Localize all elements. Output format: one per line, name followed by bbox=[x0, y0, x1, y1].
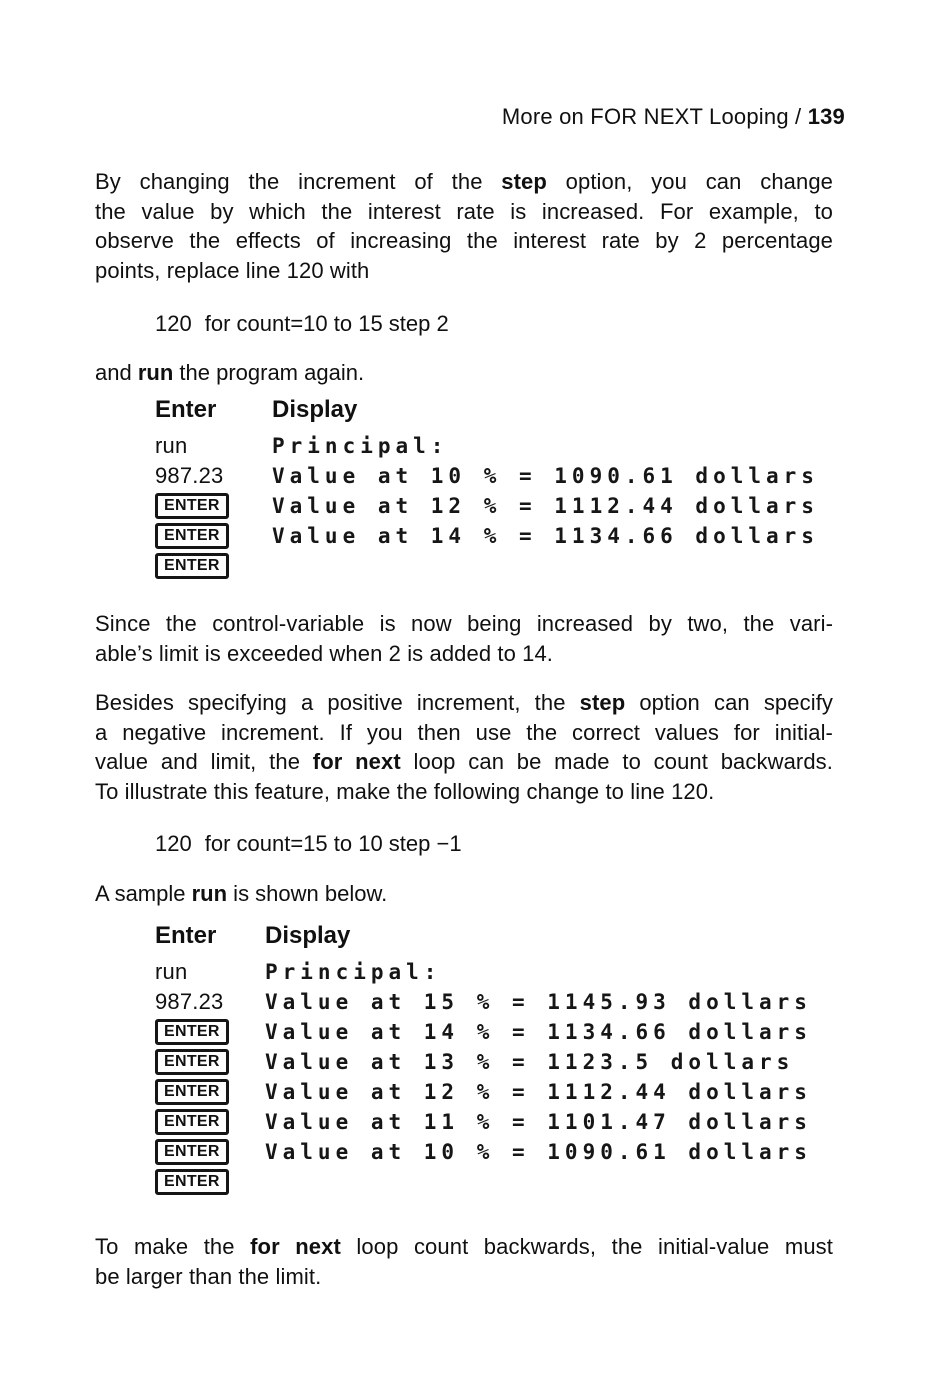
paragraph-line bbox=[95, 1232, 833, 1262]
enter-input-text: run bbox=[155, 433, 188, 458]
code-text: for count=10 to 15 step 2 bbox=[204, 311, 449, 336]
code-text: for count=15 to 10 step −1 bbox=[204, 831, 462, 856]
enter-cell bbox=[155, 493, 272, 519]
table-row bbox=[95, 1047, 833, 1077]
text: a negative increment. If you then use the correct values for initial- bbox=[95, 719, 833, 745]
text: observe the effects of increasing the interest rate by 2 percentage bbox=[95, 228, 833, 253]
enter-key: ENTER bbox=[155, 493, 229, 519]
enter-cell bbox=[155, 1019, 265, 1045]
enter-key: ENTER bbox=[155, 1019, 229, 1045]
paragraph-line bbox=[95, 167, 833, 197]
enter-input-text: 987.23 bbox=[155, 989, 224, 1014]
text: points, replace line 120 with bbox=[95, 257, 370, 283]
enter-input-text: 987.23 bbox=[155, 463, 224, 488]
enter-key: ENTER bbox=[155, 1139, 229, 1165]
table-row bbox=[95, 1017, 833, 1047]
table-row bbox=[95, 491, 833, 521]
run-output-table-2 bbox=[95, 957, 833, 1197]
paragraph-count-backwards bbox=[95, 1232, 833, 1291]
enter-cell bbox=[155, 1049, 265, 1075]
paragraph-line bbox=[95, 256, 833, 286]
paragraph-line bbox=[95, 1262, 833, 1292]
enter-input-text: run bbox=[155, 959, 188, 984]
table-row bbox=[95, 521, 833, 551]
text: option, you can change bbox=[546, 169, 833, 194]
text: More on FOR NEXT Looping / bbox=[501, 104, 808, 129]
display-output: Value at 12 % = 1112.44 dollars bbox=[265, 1080, 812, 1104]
run-output-table-1 bbox=[95, 431, 833, 581]
run-again-note bbox=[95, 358, 833, 388]
text: Since the control-variable is now being increased by two, the vari- bbox=[95, 611, 833, 636]
paragraph-limit-exceeded bbox=[95, 609, 833, 668]
text: and bbox=[95, 360, 138, 385]
display-output: Value at 15 % = 1145.93 dollars bbox=[265, 990, 812, 1014]
table-row bbox=[95, 431, 833, 461]
display-output: Value at 14 % = 1134.66 dollars bbox=[265, 1020, 812, 1044]
enter-cell bbox=[155, 1169, 265, 1195]
paragraph-negative-increment bbox=[95, 688, 833, 806]
book-page bbox=[95, 0, 845, 1291]
display-output: Value at 12 % = 1112.44 dollars bbox=[272, 494, 819, 518]
paragraph-line bbox=[95, 777, 833, 807]
code-line-number: 120 bbox=[155, 311, 192, 336]
table-row bbox=[95, 1137, 833, 1167]
text: be larger than the limit. bbox=[95, 1263, 322, 1289]
paragraph-line bbox=[95, 197, 833, 227]
text: By changing the increment of the bbox=[95, 169, 502, 194]
text: loop can be made to count backwards. bbox=[400, 749, 833, 774]
text: To illustrate this feature, make the following change to line 120. bbox=[95, 778, 715, 804]
enter-cell bbox=[155, 463, 272, 489]
running-header bbox=[95, 102, 845, 132]
enter-key: ENTER bbox=[155, 1049, 229, 1075]
code-line-120-step-minus1 bbox=[95, 829, 833, 859]
enter-cell bbox=[155, 433, 272, 459]
enter-column-header: Enter bbox=[155, 396, 217, 423]
enter-key: ENTER bbox=[155, 1169, 229, 1195]
code-line-number: 120 bbox=[155, 831, 192, 856]
display-output: Value at 10 % = 1090.61 dollars bbox=[265, 1140, 812, 1164]
enter-key: ENTER bbox=[155, 553, 229, 579]
bold-text: step bbox=[579, 690, 626, 715]
text: To make the bbox=[95, 1234, 251, 1259]
enter-cell bbox=[155, 553, 272, 579]
text: option can specify bbox=[625, 690, 833, 715]
display-output: Value at 13 % = 1123.5 dollars bbox=[265, 1050, 795, 1074]
enter-cell bbox=[155, 959, 265, 985]
table-row bbox=[95, 1107, 833, 1137]
table-row bbox=[95, 551, 833, 581]
display-output: Value at 11 % = 1101.47 dollars bbox=[265, 1110, 812, 1134]
paragraph-line bbox=[95, 226, 833, 256]
text: value and limit, the bbox=[95, 749, 313, 774]
text: is shown below. bbox=[227, 881, 388, 906]
enter-cell bbox=[155, 1109, 265, 1135]
enter-key: ENTER bbox=[155, 1109, 229, 1135]
bold-text: step bbox=[501, 169, 547, 194]
bold-text: run bbox=[137, 360, 174, 385]
bold-text: for next bbox=[250, 1234, 341, 1259]
text: loop count backwards, the initial-value must bbox=[340, 1234, 833, 1259]
text: A sample bbox=[95, 881, 192, 906]
text: the value by which the interest rate is increased. For example, to bbox=[95, 198, 833, 224]
enter-cell bbox=[155, 989, 265, 1015]
table-row bbox=[95, 461, 833, 491]
enter-cell bbox=[155, 1139, 265, 1165]
display-output: Value at 14 % = 1134.66 dollars bbox=[272, 524, 819, 548]
enter-column-header: Enter bbox=[155, 922, 217, 949]
enter-cell bbox=[155, 1079, 265, 1105]
paragraph-line bbox=[95, 688, 833, 718]
table-row bbox=[95, 1077, 833, 1107]
display-column-header: Display bbox=[265, 922, 351, 949]
enter-cell bbox=[155, 523, 272, 549]
display-output: Principal: bbox=[272, 434, 449, 458]
table-2-header bbox=[95, 921, 833, 951]
display-output: Principal: bbox=[265, 960, 442, 984]
text: able’s limit is exceeded when 2 is added to 14. bbox=[95, 640, 554, 666]
paragraph-line bbox=[95, 609, 833, 639]
bold-text: for next bbox=[312, 749, 401, 774]
bold-text: run bbox=[191, 881, 228, 906]
paragraph-step-increment bbox=[95, 167, 833, 285]
code-line-120-step2 bbox=[95, 309, 833, 339]
text: the program again. bbox=[173, 360, 365, 385]
display-output: Value at 10 % = 1090.61 dollars bbox=[272, 464, 819, 488]
paragraph-line bbox=[95, 747, 833, 777]
table-row bbox=[95, 957, 833, 987]
enter-key: ENTER bbox=[155, 523, 229, 549]
table-1-header bbox=[95, 395, 833, 425]
paragraph-line bbox=[95, 639, 833, 669]
text: Besides specifying a positive increment, the bbox=[95, 690, 580, 715]
table-row bbox=[95, 987, 833, 1017]
paragraph-line bbox=[95, 718, 833, 748]
bold-text: 139 bbox=[807, 104, 845, 129]
table-row bbox=[95, 1167, 833, 1197]
sample-run-note bbox=[95, 879, 833, 909]
display-column-header: Display bbox=[272, 396, 358, 423]
enter-key: ENTER bbox=[155, 1079, 229, 1105]
